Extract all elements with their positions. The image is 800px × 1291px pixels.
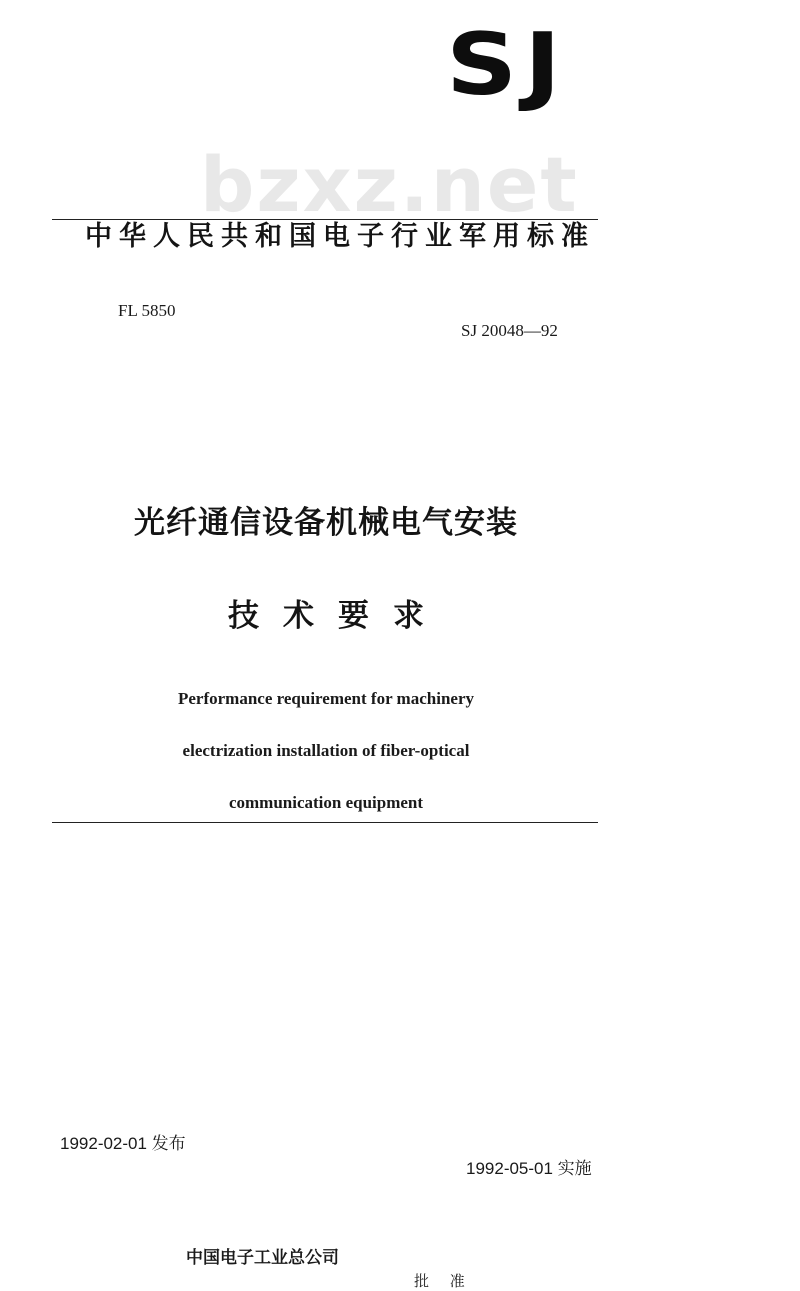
- title-en-line-3: communication equipment: [228, 793, 424, 812]
- title-cn-line-2: 技术要求: [228, 598, 448, 634]
- standard-code: SJ 20048—92: [461, 321, 558, 340]
- footer-divider: [52, 822, 598, 823]
- title-cn-line-1: 光纤通信设备机械电气安装: [134, 505, 518, 541]
- issuing-authority: 中国电子工业总公司: [186, 1248, 339, 1268]
- watermark: bzxz.net: [200, 140, 579, 229]
- approval-label: 批 准: [414, 1272, 473, 1290]
- classification-code: FL 5850: [118, 301, 176, 320]
- title-en-line-1: Performance requirement for machinery: [178, 689, 474, 708]
- effective-date: 1992-05-01 实施: [466, 1159, 592, 1178]
- issue-date: 1992-02-01 发布: [60, 1134, 186, 1153]
- title-en-line-2: electrization installation of fiber-optical: [182, 741, 470, 760]
- sj-logo: SJ: [446, 15, 568, 115]
- standard-name: 中华人民共和国电子行业军用标准: [85, 221, 595, 252]
